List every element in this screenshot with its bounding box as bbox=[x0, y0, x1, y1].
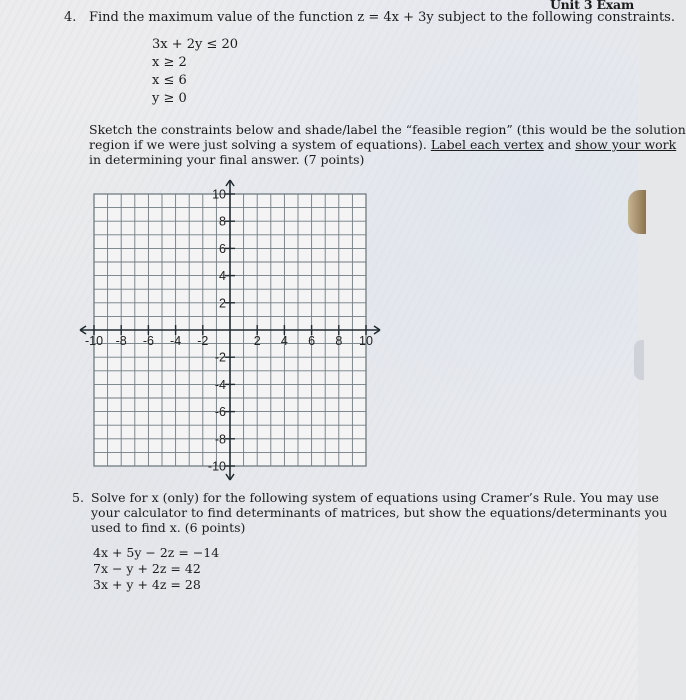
question-5-number: 5. bbox=[72, 490, 84, 505]
page-edge-tab bbox=[628, 190, 646, 234]
x-tick-label: -2 bbox=[197, 334, 209, 348]
x-tick-label: 10 bbox=[359, 334, 373, 348]
question-5-line-1: Solve for x (only) for the following system of equations using Cramer’s Rule. You may use bbox=[91, 490, 659, 505]
y-tick-label: -8 bbox=[214, 432, 226, 447]
x-tick-label: 8 bbox=[335, 334, 343, 348]
x-tick-label: 4 bbox=[280, 334, 288, 348]
exam-header: Unit 3 Exam bbox=[549, 0, 634, 12]
x-tick-label: 6 bbox=[308, 334, 316, 348]
x-tick-label: 2 bbox=[253, 334, 261, 348]
y-tick-label: 4 bbox=[219, 269, 226, 284]
y-tick-label: -2 bbox=[214, 350, 226, 365]
x-tick-label: -4 bbox=[170, 334, 182, 348]
y-tick-label: 10 bbox=[212, 187, 226, 202]
equation-3: 3x + y + 4z = 28 bbox=[93, 577, 201, 592]
instructions-text: region if we were just solving a system of equations). bbox=[89, 137, 431, 152]
show-work-emphasis: show your work bbox=[575, 137, 677, 152]
question-4-prompt: Find the maximum value of the function z = 4x + 3y subject to the following constraints. bbox=[89, 10, 675, 25]
y-tick-label: 6 bbox=[219, 241, 226, 256]
constraint-2: x ≥ 2 bbox=[152, 55, 187, 70]
x-tick-label: -10 bbox=[84, 334, 104, 348]
instructions-and: and bbox=[543, 137, 576, 152]
instructions-line-1: Sketch the constraints below and shade/label the “feasible region” (this would be the solution bbox=[89, 122, 686, 137]
equation-1: 4x + 5y − 2z = −14 bbox=[93, 545, 220, 560]
y-tick-label: 8 bbox=[219, 214, 226, 229]
y-tick-label: -10 bbox=[207, 459, 226, 474]
y-tick-label: -4 bbox=[214, 377, 226, 392]
question-4-number: 4. bbox=[64, 10, 77, 25]
question-5-line-3: used to find x. (6 points) bbox=[91, 520, 246, 535]
equation-2: 7x − y + 2z = 42 bbox=[93, 561, 201, 576]
y-tick-label: -6 bbox=[214, 405, 226, 420]
instructions-line-3: in determining your final answer. (7 points) bbox=[89, 152, 365, 167]
y-tick-label: 2 bbox=[219, 296, 226, 311]
label-vertex-emphasis: Label each vertex bbox=[430, 137, 544, 152]
x-tick-label: -6 bbox=[142, 334, 154, 348]
x-tick-label: -8 bbox=[115, 334, 127, 348]
constraint-3: x ≤ 6 bbox=[152, 73, 187, 88]
constraint-4: y ≥ 0 bbox=[152, 91, 187, 106]
constraint-1: 3x + 2y ≤ 20 bbox=[152, 37, 239, 52]
page-edge-shadow bbox=[634, 340, 644, 380]
question-5-line-2: your calculator to find determinants of matrices, but show the equations/determinants you bbox=[91, 505, 668, 520]
